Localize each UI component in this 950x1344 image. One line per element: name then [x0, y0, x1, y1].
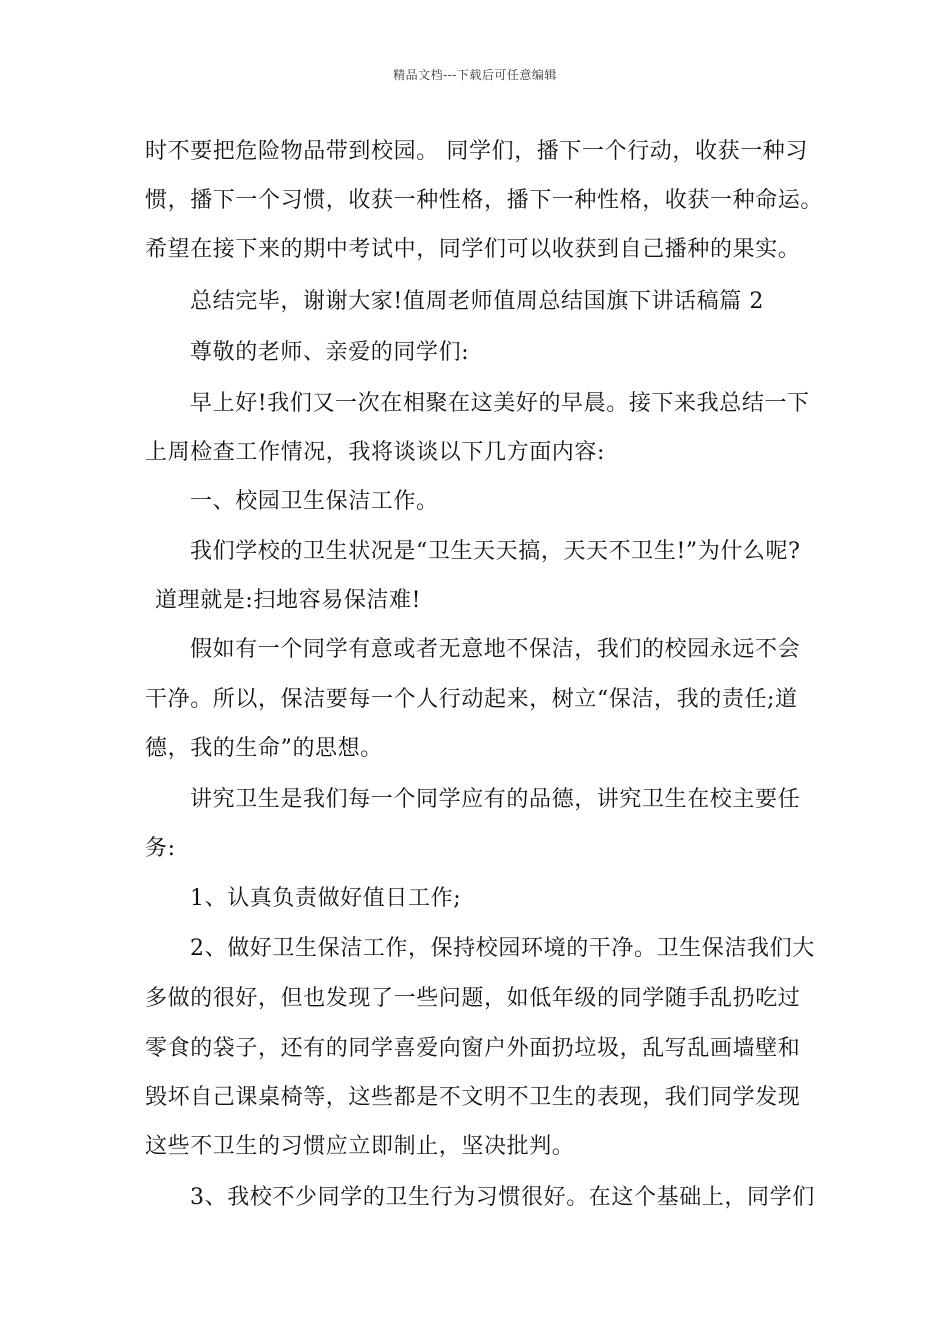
body-line: 上周检查工作情况，我将谈谈以下几方面内容: [145, 440, 606, 465]
body-line: 时不要把危险物品带到校园。 同学们，播下一个行动，收获一种习 [145, 139, 808, 164]
page-header: 精品文档---下载后可任意编辑 [393, 68, 557, 82]
body-line: 多做的很好，但也发现了一些问题，如低年级的同学随手乱扔吃过 [145, 986, 801, 1011]
body-line: 道理就是:扫地容易保洁难! [155, 588, 422, 613]
body-line: 希望在接下来的期中考试中，同学们可以收获到自己播种的果实。 [145, 237, 801, 262]
body-line: 讲究卫生是我们每一个同学应有的品德，讲究卫生在校主要任 [190, 787, 801, 812]
body-line: 毁坏自己课桌椅等，这些都是不文明不卫生的表现，我们同学发现 [145, 1085, 801, 1110]
body-line: 我们学校的卫生状况是“卫生天天搞，天天不卫生!”为什么呢? [190, 539, 801, 564]
body-line: 德，我的生命”的思想。 [145, 736, 383, 761]
body-line: 尊敬的老师、亲爱的同学们: [190, 340, 470, 365]
body-line: 3、我校不少同学的卫生行为习惯很好。在这个基础上，同学们 [190, 1185, 815, 1210]
body-line: 一、校园卫生保洁工作。 [190, 489, 439, 514]
body-line: 早上好!我们又一次在相聚在这美好的早晨。接下来我总结一下 [190, 391, 810, 416]
body-line: 假如有一个同学有意或者无意地不保洁，我们的校园永远不会 [190, 637, 801, 662]
body-line: 零食的袋子，还有的同学喜爱向窗户外面扔垃圾，乱写乱画墙壁和 [145, 1036, 801, 1061]
body-line: 总结完毕，谢谢大家!值周老师值周总结国旗下讲话稿篇 2 [190, 289, 765, 314]
body-line: 2、做好卫生保洁工作，保持校园环境的干净。卫生保洁我们大 [190, 936, 815, 961]
body-line: 干净。所以，保洁要每一个人行动起来，树立“保洁，我的责任;道 [145, 687, 798, 712]
body-line: 惯，播下一个习惯，收获一种性格，播下一种性格，收获一种命运。 [145, 188, 824, 213]
body-line: 务: [145, 836, 176, 861]
body-line: 1、认真负责做好值日工作; [190, 886, 462, 911]
body-line: 这些不卫生的习惯应立即制止，坚决批判。 [145, 1134, 575, 1159]
